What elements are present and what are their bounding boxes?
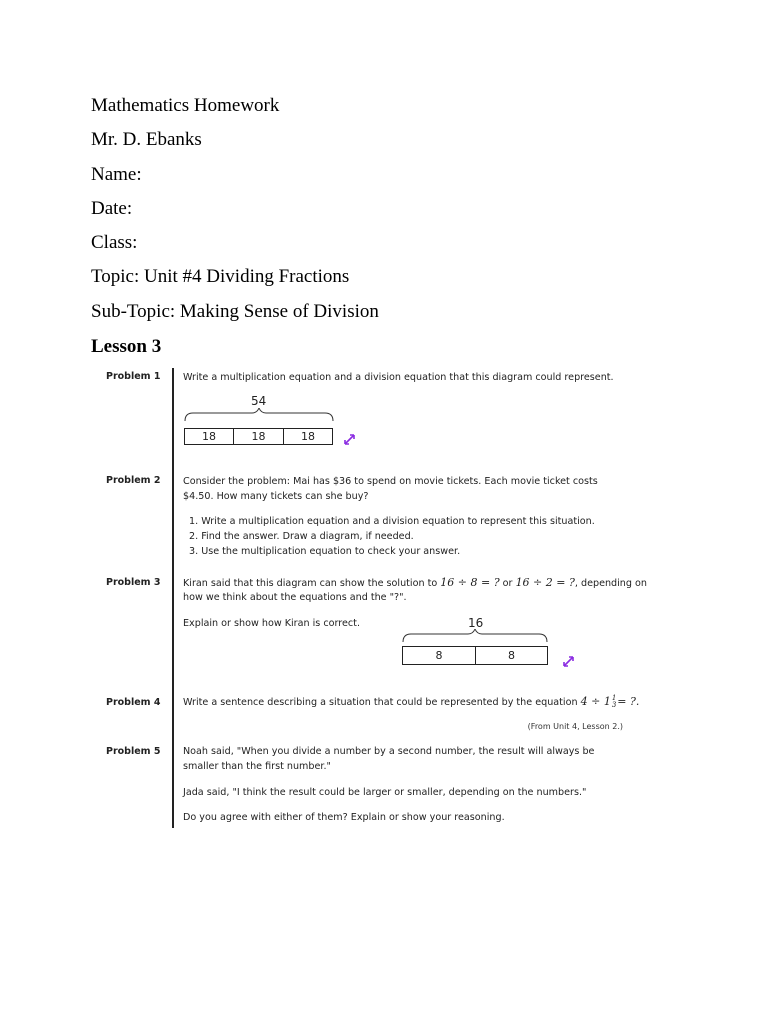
tape-diagram-1-total: 54	[251, 394, 267, 408]
tape-segment: 8	[403, 647, 476, 664]
tape-diagram-2	[402, 646, 548, 665]
document-title: Mathematics Homework	[91, 95, 280, 116]
teacher-name: Mr. D. Ebanks	[91, 129, 202, 150]
list-item: 3. Use the multiplication equation to check your answer.	[189, 546, 461, 557]
expand-arrow-icon[interactable]	[562, 655, 575, 668]
equation-left: 4 ÷ 1	[580, 695, 611, 708]
tape-diagram-2-brace	[402, 629, 549, 643]
problem-5-noah: Noah said, "When you divide a number by a second number, the result will always be smaller than the first number."	[183, 746, 595, 772]
tape-segment: 8	[508, 649, 515, 662]
problem-3-text-continued: how we think about the equations and the "?".	[183, 592, 407, 603]
problem-4-label: Problem 4	[106, 697, 161, 708]
problem-4-sentence: Write a sentence describing a situation that could be represented by the equation	[183, 697, 578, 708]
tape-segment: 18	[185, 429, 234, 444]
list-item: 1. Write a multiplication equation and a division equation to represent this situation.	[189, 516, 595, 527]
problem-2-list	[189, 514, 595, 559]
equation: 16 ÷ 2 = ?	[515, 576, 575, 589]
tape-diagram-2-total: 16	[468, 616, 484, 630]
problem-5-question: Do you agree with either of them? Explain or show your reasoning.	[183, 812, 505, 823]
topic-line: Topic: Unit #4 Dividing Fractions	[91, 266, 350, 287]
lesson-heading: Lesson 3	[91, 336, 162, 357]
equation-right: = ?.	[617, 695, 640, 708]
tape-diagram-1	[184, 428, 333, 445]
problem-5-label: Problem 5	[106, 746, 161, 757]
list-item: 2. Find the answer. Draw a diagram, if needed.	[189, 531, 414, 542]
tape-diagram-1-brace	[184, 408, 334, 422]
tape-segment: 18	[301, 430, 315, 443]
tape-segment: 18	[234, 429, 284, 444]
problem-3-explain: Explain or show how Kiran is correct.	[183, 618, 360, 629]
expand-arrow-icon[interactable]	[343, 433, 356, 446]
problem-3-text	[183, 575, 647, 591]
source-citation: (From Unit 4, Lesson 2.)	[527, 722, 623, 731]
class-label: Class:	[91, 232, 138, 253]
problem-3-label: Problem 3	[106, 577, 161, 588]
problem-3-text-b: , depending on	[574, 578, 647, 589]
problem-4-text	[183, 694, 639, 710]
problems-divider	[172, 368, 174, 828]
problem-2-text: Consider the problem: Mai has $36 to spend on movie tickets. Each movie ticket costs $4.50. How many tickets can she buy?	[183, 476, 598, 502]
problem-2-label: Problem 2	[106, 475, 161, 486]
fraction-denominator: 3	[611, 701, 617, 709]
problem-3-text-or: or	[502, 578, 513, 589]
problem-1-label: Problem 1	[106, 371, 161, 382]
subtopic-line: Sub-Topic: Making Sense of Division	[91, 301, 379, 322]
problem-3-text-a: Kiran said that this diagram can show the solution to	[183, 578, 438, 589]
problem-1-text: Write a multiplication equation and a division equation that this diagram could represent.	[183, 372, 614, 383]
problem-5-jada: Jada said, "I think the result could be larger or smaller, depending on the numbers."	[183, 787, 587, 798]
equation: 16 ÷ 8 = ?	[440, 576, 500, 589]
fraction-numerator: 1	[611, 694, 617, 702]
name-label: Name:	[91, 164, 142, 185]
equation	[581, 695, 640, 708]
fraction	[612, 695, 616, 709]
date-label: Date:	[91, 198, 133, 219]
